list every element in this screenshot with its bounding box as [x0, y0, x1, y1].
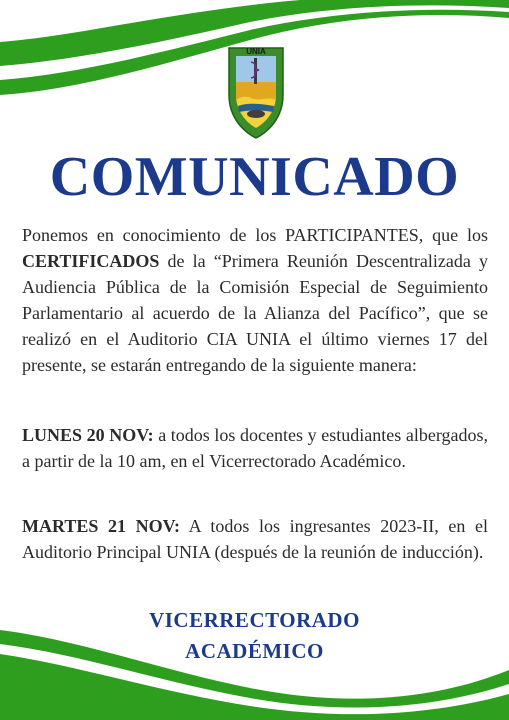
- logo-acronym: UNIA: [246, 47, 266, 56]
- signature-line-1: VICERRECTORADO: [149, 608, 360, 632]
- intro-paragraph: [22, 222, 488, 378]
- unia-logo: [223, 40, 289, 140]
- tuesday-paragraph: [22, 513, 488, 565]
- tuesday-text: A todos los ingresantes 2023-II, en el Auditorio Principal UNIA (después de la reunión de inducción).: [22, 516, 488, 562]
- monday-date-label: LUNES 20 NOV:: [22, 425, 154, 445]
- intro-text-start: Ponemos en conocimiento de los PARTICIPANTES, que los: [22, 225, 488, 245]
- signature-line-2: ACADÉMICO: [185, 639, 324, 663]
- page-title: COMUNICADO: [49, 146, 460, 208]
- intro-text-end: de la “Primera Reunión Descentralizada y Audiencia Pública de la Comisión Especial de Seguimiento Parlamentario al acuerdo de la Alianza del Pacífico”, que se realizó en el Auditorio CIA UNIA el último viernes 17 del presente, se estarán entregando de la siguiente manera:: [22, 251, 488, 375]
- bottom-green-wave: [0, 610, 509, 720]
- monday-paragraph: [22, 422, 488, 474]
- monday-text: a todos los docentes y estudiantes albergados, a partir de la 10 am, en el Vicerrectorado Académico.: [22, 425, 488, 471]
- tuesday-date-label: MARTES 21 NOV:: [22, 516, 181, 536]
- intro-bold-certificados: CERTIFICADOS: [22, 251, 160, 271]
